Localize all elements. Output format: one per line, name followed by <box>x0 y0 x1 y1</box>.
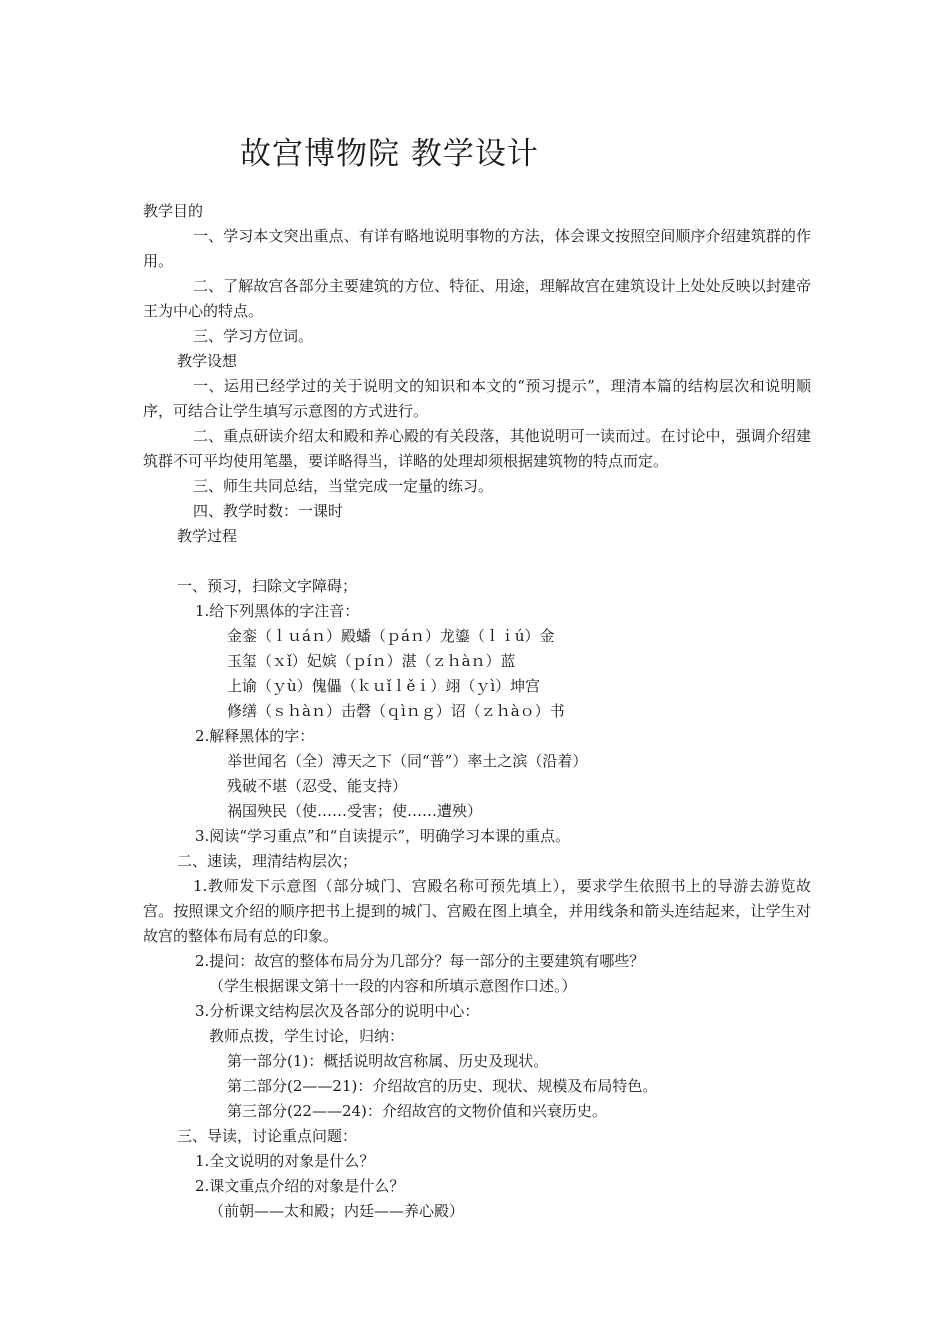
section-heading-goal: 教学目的 <box>143 202 204 220</box>
step-3-item-2: 2.课文重点介绍的对象是什么？ <box>195 1177 405 1195</box>
paragraph-goal-2: 二、了解故宫各部分主要建筑的方位、特征、用途，理解故宫在建筑设计上处处反映以封建帝王为中心的特点。 <box>143 277 811 320</box>
step-1-heading: 一、预习，扫除文字障碍； <box>177 577 358 595</box>
pinyin-line-2: 玉玺（ｘǐ）妃嫔（ｐíｎ）湛（ｚｈàｎ）蓝 <box>227 652 516 670</box>
step-3-heading: 三、导读，讨论重点问题： <box>177 1127 358 1145</box>
blank-line <box>143 549 811 574</box>
document-body <box>143 199 811 1224</box>
structure-part-2: 第二部分(2——21)：介绍故宫的历史、现状、规模及布局特色。 <box>227 1077 658 1095</box>
paragraph-idea-3: 三、师生共同总结，当堂完成一定量的练习。 <box>193 477 494 495</box>
explain-line-2: 残破不堪（忍受、能支持） <box>227 777 408 795</box>
step-2-item-3-intro: 教师点拨，学生讨论，归纳： <box>209 1027 405 1045</box>
paragraph-idea-4: 四、教学时数：一课时 <box>193 502 344 520</box>
step-2-item-1: 1.教师发下示意图（部分城门、宫殿名称可预先填上），要求学生依照书上的导游去游览故宫。按照课文介绍的顺序把书上提到的城门、宫殿在图上填全，并用线条和箭头连结起来，让学生对故宫的整体布局有总的印象。 <box>143 877 811 945</box>
step-2-item-2-note: （学生根据课文第十一段的内容和所填示意图作口述。） <box>209 977 577 995</box>
step-2-item-3: 3.分析课文结构层次及各部分的说明中心： <box>195 1002 480 1020</box>
section-heading-process: 教学过程 <box>177 527 238 545</box>
step-1-item-3: 3.阅读“学习重点”和“自读提示”，明确学习本课的重点。 <box>195 827 570 845</box>
step-1-item-2: 2.解释黑体的字： <box>195 727 315 745</box>
pinyin-line-1: 金銮（ｌｕáｎ）殿蟠（ｐáｎ）龙鎏（ｌｉú）金 <box>227 627 555 645</box>
step-3-item-2-note: （前朝——太和殿；内廷——养心殿） <box>209 1202 465 1220</box>
pinyin-line-3: 上谕（ｙù）傀儡（ｋｕǐｌěｉ）翊（ｙì）坤宫 <box>227 677 541 695</box>
paragraph-goal-1: 一、学习本文突出重点、有详有略地说明事物的方法，体会课文按照空间顺序介绍建筑群的作用。 <box>143 227 811 270</box>
step-3-item-1: 1.全文说明的对象是什么？ <box>195 1152 375 1170</box>
step-2-heading: 二、速读，理清结构层次； <box>177 852 358 870</box>
paragraph-idea-2: 二、重点研读介绍太和殿和养心殿的有关段落，其他说明可一读而过。在讨论中，强调介绍建筑群不可平均使用笔墨，要详略得当，详略的处理却须根据建筑物的特点而定。 <box>143 427 811 470</box>
step-1-item-1: 1.给下列黑体的字注音： <box>195 602 360 620</box>
pinyin-line-4: 修缮（ｓｈàｎ）击磬（ｑìｎｇ）诏（ｚｈàｏ）书 <box>227 702 565 720</box>
paragraph-goal-3: 三、学习方位词。 <box>193 327 314 345</box>
document-title: 故宫博物院 教学设计 <box>240 136 539 172</box>
paragraph-idea-1: 一、运用已经学过的关于说明文的知识和本文的“预习提示”，理清本篇的结构层次和说明顺序，可结合让学生填写示意图的方式进行。 <box>143 377 811 420</box>
explain-line-1: 举世闻名（全）溥天之下（同“普”）率土之滨（沿着） <box>227 752 588 770</box>
structure-part-3: 第三部分(22——24)：介绍故宫的文物价值和兴衰历史。 <box>227 1102 607 1120</box>
explain-line-3: 祸国殃民（使……受害；使……遭殃） <box>227 802 483 820</box>
section-heading-idea: 教学设想 <box>177 352 238 370</box>
step-2-item-2: 2.提问：故宫的整体布局分为几部分？每一部分的主要建筑有哪些？ <box>195 952 645 970</box>
structure-part-1: 第一部分(1)：概括说明故宫称属、历史及现状。 <box>227 1052 549 1070</box>
